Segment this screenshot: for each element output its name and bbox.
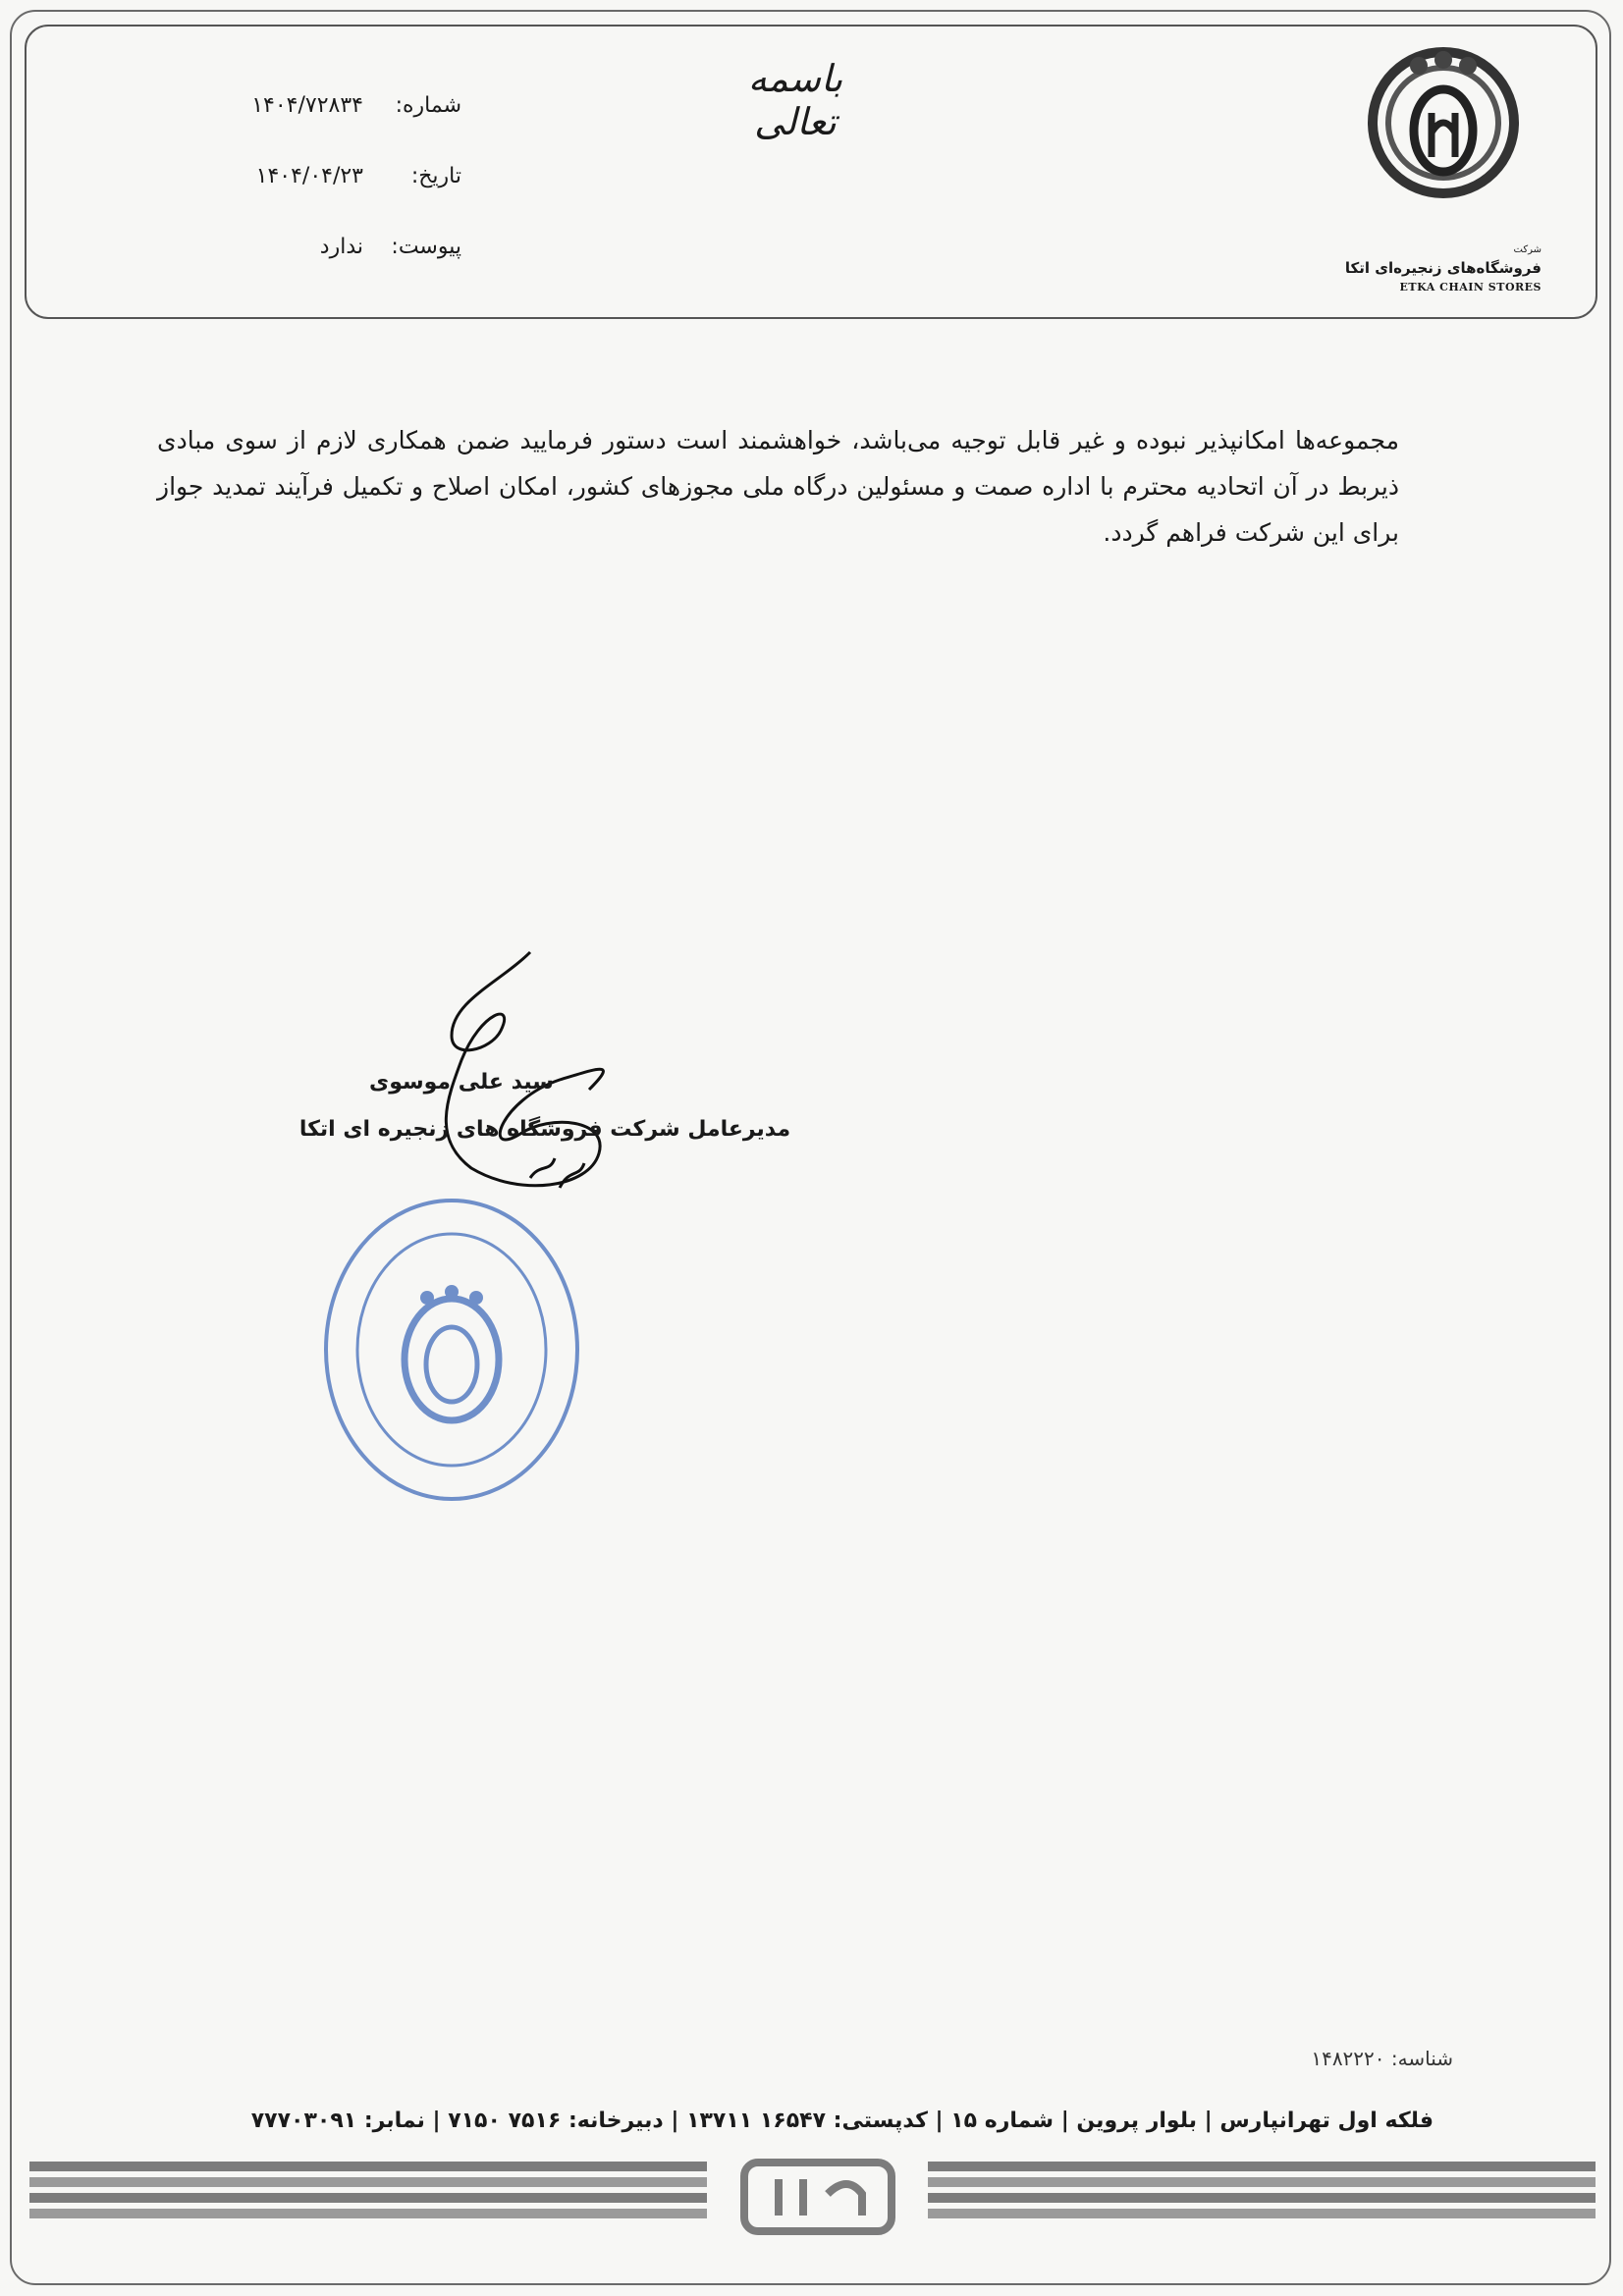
- letter-attachment: ندارد: [319, 235, 363, 259]
- signatory-title: مدیرعامل شرکت فروشگاه های زنجیره ای اتکا: [298, 1117, 791, 1142]
- signatory-name: سید علی موسوی: [369, 1070, 554, 1095]
- footer-etka-logo: [725, 2155, 913, 2239]
- letter-date: ۱۴۰۴/۰۴/۲۳: [255, 164, 363, 188]
- meta-attachment: پیوست: ندارد: [187, 235, 461, 305]
- company-name-en: ETKA CHAIN STORES: [1399, 281, 1542, 294]
- meta-date: تاریخ: ۱۴۰۴/۰۴/۲۳: [187, 164, 461, 235]
- page-border: [10, 10, 1611, 2285]
- company-prefix: شرکت: [1513, 244, 1542, 255]
- footer-stripes-right: [928, 2162, 1596, 2232]
- basmala: باسمه تعالی: [747, 57, 843, 143]
- letter-number: ۱۴۰۴/۷۲۸۳۴: [251, 93, 363, 118]
- letter-meta: [187, 93, 461, 305]
- footer-address: فلکه اول تهرانپارس | بلوار پروین | شماره ۱۵ | کدپستی: ۱۶۵۴۷ ۱۳۷۱۱ | دبیرخانه: ۷۵۱۶ ۷۱۵۰ | نمابر: ۷۷۷۰۳۰۹۱: [250, 2109, 1434, 2133]
- meta-number: شماره: ۱۴۰۴/۷۲۸۳۴: [187, 93, 461, 164]
- company-name-block: [1286, 240, 1542, 296]
- document-serial: شناسه: ۱۴۸۲۲۲۰: [1311, 2047, 1453, 2070]
- company-name-fa: فروشگاه‌های زنجیره‌ای اتکا: [1344, 259, 1542, 277]
- footer-stripes-left: [29, 2162, 707, 2232]
- etka-logo: [1365, 44, 1522, 221]
- letter-body: مجموعه‌ها امکانپذیر نبوده و غیر قابل توجیه می‌باشد، خواهشمند است دستور فرمایید ضمن همکاری لازم از سوی مبادی ذیربط در آن اتحادیه محترم با اداره صمت و مسئولین درگاه ملی مجوزهای کشور، امکان اصلاح و تکمیل فرآیند تمدید جواز برای این شرکت فراهم گردد.: [157, 426, 1399, 547]
- handwritten-signature: [353, 942, 687, 1256]
